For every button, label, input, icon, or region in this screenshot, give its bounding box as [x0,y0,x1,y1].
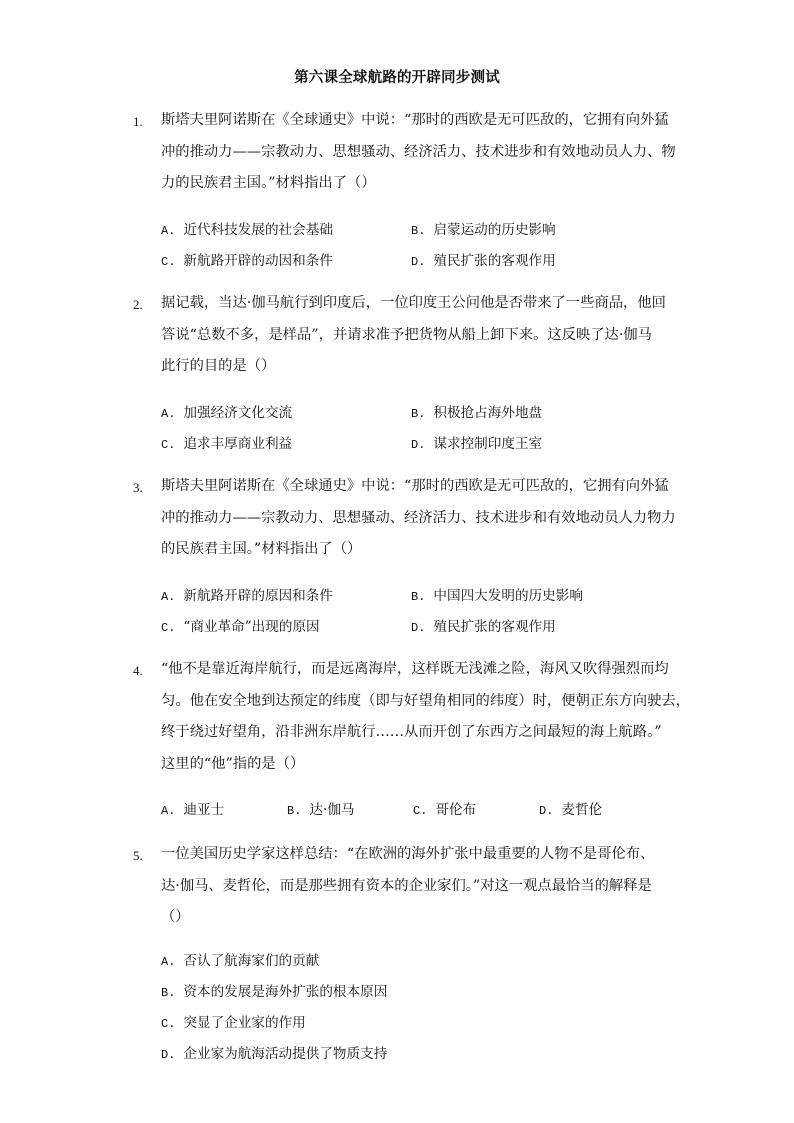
question-stem [161,288,681,383]
stem-line: （） [161,909,190,925]
stem-line: 达·伽马、麦哲伦，而是那些拥有资本的企业家们。”对这一观点最恰当的解释是 [161,877,652,894]
option-a: A. 近代科技发展的社会基础 [161,222,333,238]
stem-line: 据记载，当达·伽马航行到印度后，一位印度王公问他是否带来了一些商品，他回 [161,295,666,311]
option-c: C. 新航路开辟的动因和条件 [161,253,333,269]
option-b: B. 资本的发展是海外扩张的根本原因 [161,984,388,1000]
stem-line: 答说“总数不多，是样品”，并请求准予把货物从船上卸下来。这反映了达·伽马 [161,326,652,343]
option-a: A. 新航路开辟的原因和条件 [161,588,333,604]
question-number: 4. [133,663,143,678]
option-c: C. 哥伦布 [413,802,477,818]
stem-line: 斯塔夫里阿诺斯在《全球通史》中说：“那时的西欧是无可匹敌的，它拥有向外猛 [161,478,669,494]
question-stem [161,105,681,200]
stem-line: 这里的“他”指的是（） [161,755,305,772]
stem-line: 匀。他在安全地到达预定的纬度（即与好望角相同的纬度）时，便朝正东方向驶去， [161,692,690,709]
option-d: D. 殖民扩张的客观作用 [411,619,556,635]
option-b: B. 达·伽马 [287,802,355,818]
option-b: B. 积极抢占海外地盘 [411,405,543,421]
option-d: D. 谋求控制印度王室 [411,436,543,452]
question-stem [161,471,681,566]
option-d: D. 殖民扩张的客观作用 [411,253,556,269]
question-number: 2. [133,297,143,312]
option-c: C. 突显了企业家的作用 [161,1015,306,1031]
option-a: A. 否认了航海家们的贡献 [161,953,320,969]
option-a: A. 迪亚士 [161,802,225,818]
stem-line: 斯塔夫里阿诺斯在《全球通史》中说：“那时的西欧是无可匹敌的，它拥有向外猛 [161,112,669,128]
stem-line: 终于绕过好望角，沿非洲东岸航行……从而开创了东西方之间最短的海上航路。” [161,724,662,740]
stem-line: 此行的目的是（） [161,358,276,374]
stem-line: 一位美国历史学家这样总结：“在欧洲的海外扩张中最重要的人物不是哥伦布、 [161,846,655,862]
option-d: D. 麦哲伦 [539,802,603,818]
stem-line: “他不是靠近海岸航行，而是远离海岸，这样既无浅滩之险，海风又吹得强烈而均 [161,661,669,677]
question-stem [161,654,690,780]
stem-line: 力的民族君主国。”材料指出了（） [161,175,376,191]
question-number: 3. [133,480,143,495]
stem-line: 冲的推动力——宗教动力、思想骚动、经济活力、技术进步和有效地动员人力、物 [161,143,676,160]
option-b: B. 中国四大发明的历史影响 [411,588,583,604]
option-b: B. 启蒙运动的历史影响 [411,222,556,238]
stem-line: 的民族君主国。”材料指出了（） [161,541,362,557]
option-c: C. “商业革命”出现的原因 [161,619,320,635]
stem-line: 冲的推动力——宗教动力、思想骚动、经济活力、技术进步和有效地动员人力物力 [161,509,676,526]
option-c: C. 追求丰厚商业利益 [161,436,293,452]
question-number: 5. [133,848,143,863]
question-stem [161,839,681,934]
option-a: A. 加强经济文化交流 [161,405,293,421]
page-title: 第六课全球航路的开辟同步测试 [294,69,500,86]
question-number: 1. [133,114,143,129]
option-d: D. 企业家为航海活动提供了物质支持 [161,1046,388,1062]
